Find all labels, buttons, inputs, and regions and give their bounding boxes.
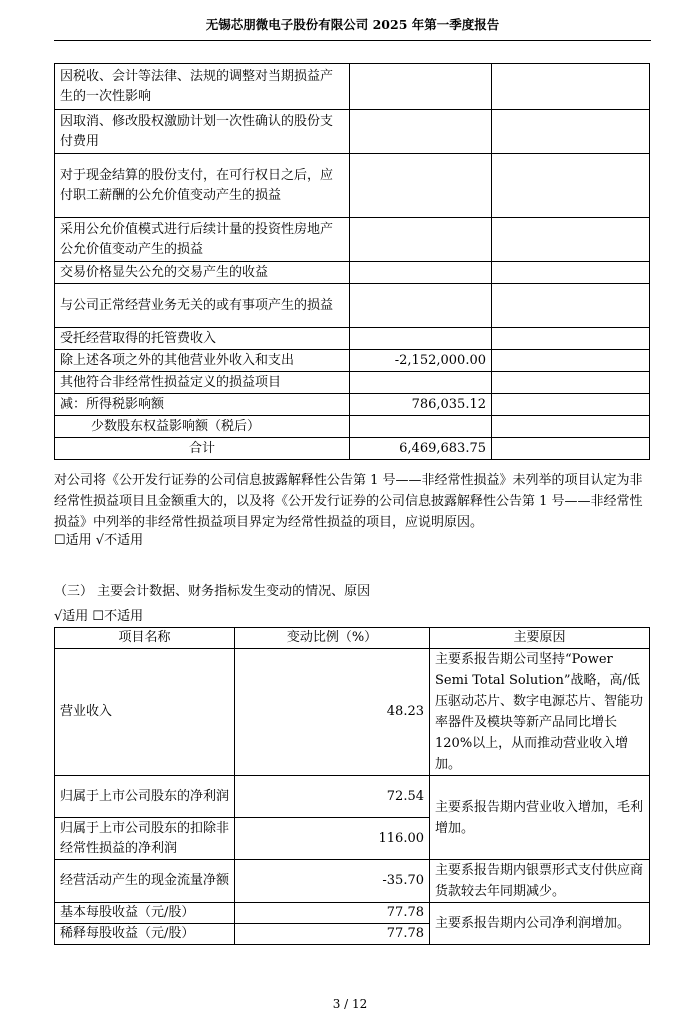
row-note	[492, 328, 650, 350]
row-value	[350, 284, 492, 328]
row-note	[492, 416, 650, 438]
row-value	[350, 372, 492, 394]
row-label: 对于现金结算的股份支付，在可行权日之后，应付职工薪酬的公允价值变动产生的损益	[55, 154, 350, 218]
row-note	[492, 64, 650, 110]
table-row	[55, 394, 650, 416]
row-label: 交易价格显失公允的交易产生的收益	[55, 262, 350, 284]
row-label: 受托经营取得的托管费收入	[55, 328, 350, 350]
table-row	[55, 328, 650, 350]
row-note	[492, 438, 650, 460]
header-ratio: 变动比例（%）	[235, 628, 430, 649]
row-note	[492, 350, 650, 372]
item-name: 营业收入	[55, 649, 235, 776]
reason-text: 主要系报告期公司坚持“Power Semi Total Solution”战略，高/低压驱动芯片、数字电源芯片、智能功率器件及模块等新产品同比增长 120%以上，从而推动营业收入增加。	[430, 649, 650, 776]
page-header: 无锡芯朋微电子股份有限公司 2025 年第一季度报告	[205, 17, 500, 32]
table-row	[55, 284, 650, 328]
reason-text: 主要系报告期内银票形式支付供应商货款较去年同期减少。	[430, 860, 650, 903]
table-row	[55, 372, 650, 394]
row-value	[350, 110, 492, 154]
table-total-row	[55, 438, 650, 460]
row-value	[350, 262, 492, 284]
section-heading: （三） 主要会计数据、财务指标发生变动的情况、原因	[54, 584, 371, 599]
item-name: 稀释每股收益（元/股）	[55, 924, 235, 945]
table-row	[55, 218, 650, 262]
table-row	[55, 649, 650, 776]
table-header-row	[55, 628, 650, 649]
row-value: 6,469,683.75	[350, 438, 492, 460]
statement-applicability: ☐适用 √不适用	[54, 533, 144, 548]
row-value	[350, 154, 492, 218]
row-label: 合计	[55, 438, 350, 460]
item-name: 基本每股收益（元/股）	[55, 903, 235, 924]
table-row	[55, 350, 650, 372]
non-recurring-items-table	[54, 63, 650, 460]
change-ratio: 77.78	[235, 903, 430, 924]
section-applicability: √适用 ☐不适用	[54, 609, 144, 624]
table-row	[55, 416, 650, 438]
header-reason: 主要原因	[430, 628, 650, 649]
row-note	[492, 394, 650, 416]
row-note	[492, 154, 650, 218]
row-value	[350, 416, 492, 438]
table-row	[55, 860, 650, 903]
table-row	[55, 64, 650, 110]
item-name: 归属于上市公司股东的扣除非经常性损益的净利润	[55, 818, 235, 860]
row-value	[350, 64, 492, 110]
reason-text: 主要系报告期内公司净利润增加。	[430, 903, 650, 945]
row-label: 采用公允价值模式进行后续计量的投资性房地产公允价值变动产生的损益	[55, 218, 350, 262]
row-note	[492, 372, 650, 394]
row-note	[492, 110, 650, 154]
change-ratio: 116.00	[235, 818, 430, 860]
row-label: 因税收、会计等法律、法规的调整对当期损益产生的一次性影响	[55, 64, 350, 110]
item-name: 经营活动产生的现金流量净额	[55, 860, 235, 903]
header-rule	[54, 40, 651, 41]
table-row	[55, 776, 650, 818]
change-ratio: 48.23	[235, 649, 430, 776]
row-label: 与公司正常经营业务无关的或有事项产生的损益	[55, 284, 350, 328]
header-item: 项目名称	[55, 628, 235, 649]
change-ratio: 77.78	[235, 924, 430, 945]
table-row	[55, 110, 650, 154]
row-label: 因取消、修改股权激励计划一次性确认的股份支付费用	[55, 110, 350, 154]
row-label: 其他符合非经常性损益定义的损益项目	[55, 372, 350, 394]
item-name: 归属于上市公司股东的净利润	[55, 776, 235, 818]
change-ratio: -35.70	[235, 860, 430, 903]
row-value: -2,152,000.00	[350, 350, 492, 372]
statement-paragraph: 对公司将《公开发行证券的公司信息披露解释性公告第 1 号——非经常性损益》未列举的项目认定为非经常性损益项目且金额重大的，以及将《公开发行证券的公司信息披露解释性公告第 1 号——非经常性损益》中列举的非经常性损益项目界定为经常性损益的项目，应说明原因。	[54, 473, 643, 530]
table-row	[55, 903, 650, 924]
row-value	[350, 218, 492, 262]
row-label: 少数股东权益影响额（税后）	[55, 416, 350, 438]
row-note	[492, 218, 650, 262]
row-note	[492, 262, 650, 284]
row-value: 786,035.12	[350, 394, 492, 416]
indicator-change-table	[54, 627, 650, 945]
page-number: 3 / 12	[332, 997, 368, 1011]
table-row	[55, 154, 650, 218]
reason-text: 主要系报告期内营业收入增加，毛利增加。	[430, 776, 650, 860]
row-value	[350, 328, 492, 350]
row-label: 除上述各项之外的其他营业外收入和支出	[55, 350, 350, 372]
row-label: 减：所得税影响额	[55, 394, 350, 416]
change-ratio: 72.54	[235, 776, 430, 818]
row-note	[492, 284, 650, 328]
table-row	[55, 262, 650, 284]
